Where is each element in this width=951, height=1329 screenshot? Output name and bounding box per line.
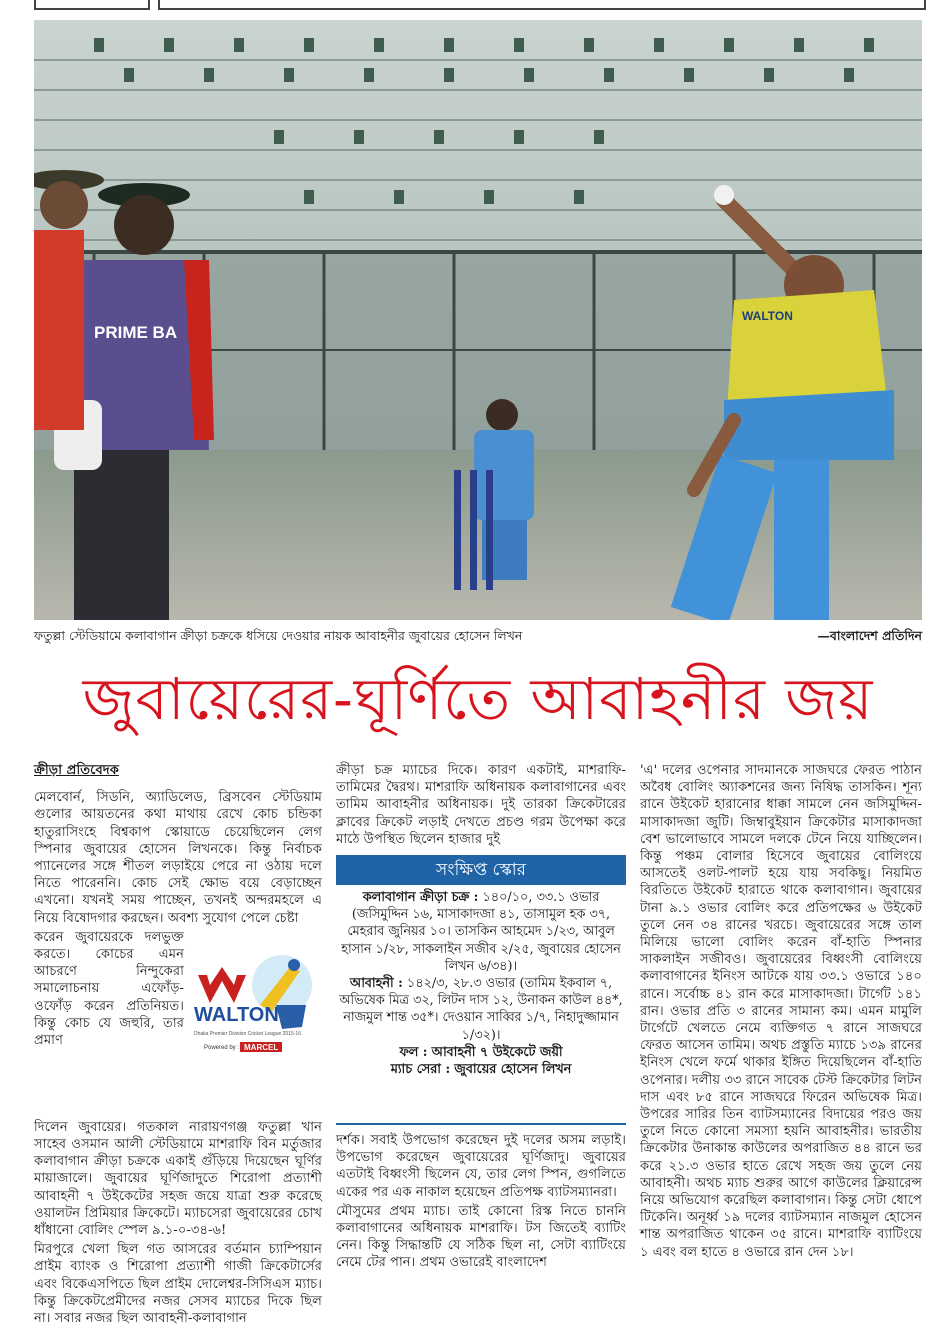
col2-paragraph-3: মৌসুমের প্রথম ম্যাচ। তাই কোনো রিস্ক নিতে চাননি কলাবাগানের অধিনায়ক মাশরাফি। টস জিতেই ব্যাটিং নেন। কিন্তু সিদ্ধান্তটি যে সঠিক ছিল না, সেটা ব্যাটিংয়ে নেমে টের পান। প্রথম ওভারেই বাংলাদেশ	[336, 1203, 626, 1271]
top-border-right	[158, 0, 926, 10]
col1-paragraph-2: দিলেন জুবায়ের। গতকাল নারায়ণগঞ্জ ফতুল্লা খান সাহেব ওসমান আলী স্টেডিয়ামে মাশরাফি বিন মর্তুজার কলাবাগান ক্রীড়া চক্রকে একাই গুঁড়িয়ে দিয়েছেন ঘূর্ণির মায়াজালে। জুবায়ের ঘূর্ণিজাদুতে শিরোপা প্রত্যাশী আবাহনী ৭ উইকেটের সহজ জয়ে যাত্রা শুরু করেছে ওয়ালটন প্রিমিয়ার ক্রিকেটে। ম্যাচসেরা জুবায়েরের চোখ ধাঁধানো বোলিং স্পেল ৯.১-০-৩৪-৬!	[34, 1119, 322, 1239]
article-column-1	[34, 762, 322, 1329]
scorecard-result	[338, 1044, 624, 1061]
byline: ক্রীড়া প্রতিবেদক	[34, 763, 119, 778]
logo-brand: WALTON	[194, 1003, 279, 1026]
news-photo	[34, 20, 922, 620]
logo-powered-brand: MARCEL	[244, 1042, 279, 1052]
col1-paragraph-3: মিরপুরে খেলা ছিল গত আসরের বর্তমান চ্যাম্পিয়ান প্রাইম ব্যাংক ও শিরোপা প্রত্যাশী গাজী ক্রিকেটার্সের এবং বিকেএসপিতে ছিল প্রাইম দোলেশ্বর-সিসিএস ম্যাচ। কিন্তু ক্রিকেটপ্রেমীদের নজর সেসব ম্যাচের দিকে ছিল না। সবার নজর ছিল আবাহনী-কলাবাগান	[34, 1242, 322, 1327]
walton-w-mark	[198, 967, 246, 1003]
team2-detail: ১৪২/৩, ২৮.৩ ওভার (তামিম ইকবাল ৭, অভিষেক মিত্র ৩২, লিটন দাস ১২, উনাকন কাউল ৪৪*, নাজমুল শান্ত ৩৫*। দেওয়ান সাব্বির ১/৭, নিহাদুজ্জামান ১/৩২)।	[339, 976, 623, 1043]
cricket-photo-illustration	[34, 20, 922, 620]
top-border-left	[34, 0, 150, 10]
team2-name: আবাহনী :	[349, 976, 403, 992]
logo-powered: Powered by :	[204, 1044, 240, 1051]
photo-caption	[34, 628, 922, 646]
caption-text: ফতুল্লা স্টেডিয়ামে কলাবাগান ক্রীড়া চক্রকে ধসিয়ে দেওয়ার নায়ক আবাহনীর জুবায়ের হোসেন লিখন	[34, 628, 523, 643]
scorecard-bottom-rule	[336, 1123, 626, 1125]
walton-league-logo	[190, 945, 320, 1075]
scorecard-box	[336, 855, 626, 1078]
walton-logo-icon	[190, 945, 320, 1075]
col2-paragraph-2: দর্শক। সবাই উপভোগ করেছেন দুই দলের অসম লড়াই। উপভোগ করেছেন জুবায়েরের ঘূর্ণিজাদু। জুবায়ের এতটাই বিধ্বংসী ছিলেন যে, তার লেগ স্পিন, গুগলিতে একের পর এক নাকাল হয়েছেন প্রতিপক্ষ ব্যাটসম্যানরা।	[336, 1133, 626, 1200]
stumps	[454, 470, 493, 590]
col1-paragraph-1: মেলবোর্ন, সিডনি, অ্যাডিলেড, ব্রিসবেন স্টেডিয়াম গুলোর আয়তনের কথা মাথায় রেখে কোচ চন্ডিকা হাতুরাসিংহে বিশ্বকাপ স্কোয়াডে চেয়েছিলেন লেগ স্পিনার জুবায়ের হোসেন লিখনকে। কিন্তু নির্বাচক প্যানেলের সঙ্গে শীতল লড়াইয়ে পেরে না ওঠায় দলে নিতে পারেননি। কোচ সেই ক্ষোভ বয়ে বেড়াচ্ছেন এখনো। যখনই সময় পাচ্ছেন, তখনই অন্দরমহলে এ নিয়ে বিষোদগার করছেন। অবশ্য সুযোগ পেলে চেষ্টা	[34, 790, 322, 926]
scorecard-body	[336, 885, 626, 1078]
photo-credit: —বাংলাদেশ প্রতিদিন	[817, 628, 922, 643]
team1-detail: ১৪০/১০, ৩৩.১ ওভার (জসিমুদ্দিন ১৬, মাসাকাদজা ৪১, তাসামুল হক ৩৭, মেহরাব জুনিয়র ১০। তাসকিন আহমেদ ১/২৩, আবুল হাসান ১/২৮, সাকলাইন সজীব ২/২৫, জুবায়ের হোসেন লিখন ৬/৩৪)।	[341, 890, 621, 974]
scorecard-title: সংক্ষিপ্ত স্কোর	[336, 855, 626, 885]
jersey-text: PRIME BA	[94, 323, 178, 342]
headline: জুবায়েরের-ঘূর্ণিতে আবাহনীর জয়	[82, 665, 874, 733]
team1-name: কলাবাগান ক্রীড়া চক্র :	[362, 890, 479, 905]
result-text: আবাহনী ৭ উইকেটে জয়ী	[431, 1044, 563, 1060]
scorecard-team2	[338, 975, 624, 1044]
motm-label: ম্যাচ সেরা :	[390, 1062, 451, 1078]
scorecard-team1	[338, 889, 624, 975]
article-column-3	[640, 762, 922, 1263]
col1-wrap-text: করেন জুবায়েরকে দলভুক্ত করতে। কোচের এমন আচরণে নিন্দুকেরা সমালোচনায় এফোঁড়-ওফোঁড় করেন প্রতিনিয়ত। কিন্তু কোচ যে জহুরি, তার প্রমাণ	[34, 929, 184, 1049]
wrap-row	[34, 929, 322, 1119]
col3-paragraph-1: 'এ' দলের ওপেনার সাদমানকে সাজঘরে ফেরত পাঠান অবৈধ বোলিং অ্যাকশনের জন্য নিষিদ্ধ তাসকিন। শূন্য রানে উইকেট হারানোর ধাক্কা সামলে নেন জসিমুদ্দিন-মাসাকাদজা জুটি। জিম্বাবুইয়ান ক্রিকেটার মাসাকাদজা বেশ ভালোভাবে সামলে দলকে টেনে নিয়ে যাচ্ছিলেন। কিন্তু পঞ্চম বোলার হিসেবে জুবায়ের বোলিংয়ে আসতেই ওলট-পালট হয়ে যায় সবকিছু। নিয়মিত বিরতিতে উইকেট হারাতে থাকে কলাবাগান। জুবায়ের টানা ৯.১ ওভার বোলিং করে প্রতিপক্ষের ৬ উইকেট তুলে নেন ৩৪ রানের খরচে। জুবায়েরের সঙ্গে তাল মিলিয়ে ভালো বোলিং করেন বাঁ-হাতি স্পিনার সাকলাইন সজীবও। জুবায়েরের বিধ্বংসী বোলিংয়ে কলাবাগানের ইনিংস আটকে যায় ৩৩.১ ওভারে ১৪০ রানে। সর্বোচ্চ ৪১ রান করে মাসাকাদজা। টার্গেট ১৪১ রান। ওভার প্রতি ৩ রানের সামান্য কম। এমন মামুলি টার্গেটে খেলতে নেমে ব্যক্তিগত ৭ রানে সাজঘরে ফেরত আসেন তামিম। অথচ প্রস্তুতি ম্যাচে ১৩৯ রানের ইনিংস খেলে ফর্মে থাকার ইঙ্গিত দিয়েছিলেন বাঁ-হাতি ওপেনার। দলীয় ৩৩ রানে সাবেক টেস্ট ক্রিকেটার লিটন দাস এবং ৮৫ রানে সাজঘরে ফিরেন অভিষেক মিত্র। উপরের সারির তিন ব্যাটসম্যানের বিদায়ের পরও জয় তুলে নিতে কোনো সমস্যা হয়নি আবাহনীর। ভারতীয় ক্রিকেটার উনাকান্ত কাউলের অপরাজিত ৪৪ রানে ভর করে ২১.৩ ওভার হাতে রেখে সহজ জয় তুলে নেয় আবাহনী। অথচ ম্যাচ শুরুর আগে কাউলের ক্লিয়ারেন্স নিয়ে অভিযোগ করেছিল কলাবাগান। কিন্তু সেটা ধোপে টিকেনি। অনূর্ধ্ব ১৯ দলের ব্যাটসম্যান নাজমুল হোসেন শান্ত অপরাজিত থাকেন ৩৫ রানে। মাশরাফি ব্যাটিংয়ে ১ এবং বল হাতে ৪ ওভারে রান দেন ১৮।	[640, 763, 922, 1260]
logo-subtitle: Dhaka Premier Division Cricket League 2015-16	[194, 1030, 301, 1037]
bowler-sponsor-text: WALTON	[742, 309, 793, 323]
col2-paragraph-1: ক্রীড়া চক্র ম্যাচের দিকে। কারণ একটাই, মাশরাফি-তামিমের দ্বৈরথ। মাশরাফি অধিনায়ক কলাবাগানের এবং তামিম আবাহনীর অধিনায়ক। দুই তারকা ক্রিকেটারের ক্লাবের ক্রিকেট লড়াই দেখতে প্রচণ্ড গরম উপেক্ষা করে মাঠে উপস্থিত ছিলেন হাজার দুই	[336, 763, 626, 847]
motm-text: জুবায়ের হোসেন লিখন	[454, 1062, 572, 1078]
article-column-2	[336, 762, 626, 850]
article-column-2-lower	[336, 1132, 626, 1274]
result-label: ফল :	[399, 1044, 428, 1060]
top-border	[0, 0, 951, 14]
scorecard-motm	[338, 1061, 624, 1078]
